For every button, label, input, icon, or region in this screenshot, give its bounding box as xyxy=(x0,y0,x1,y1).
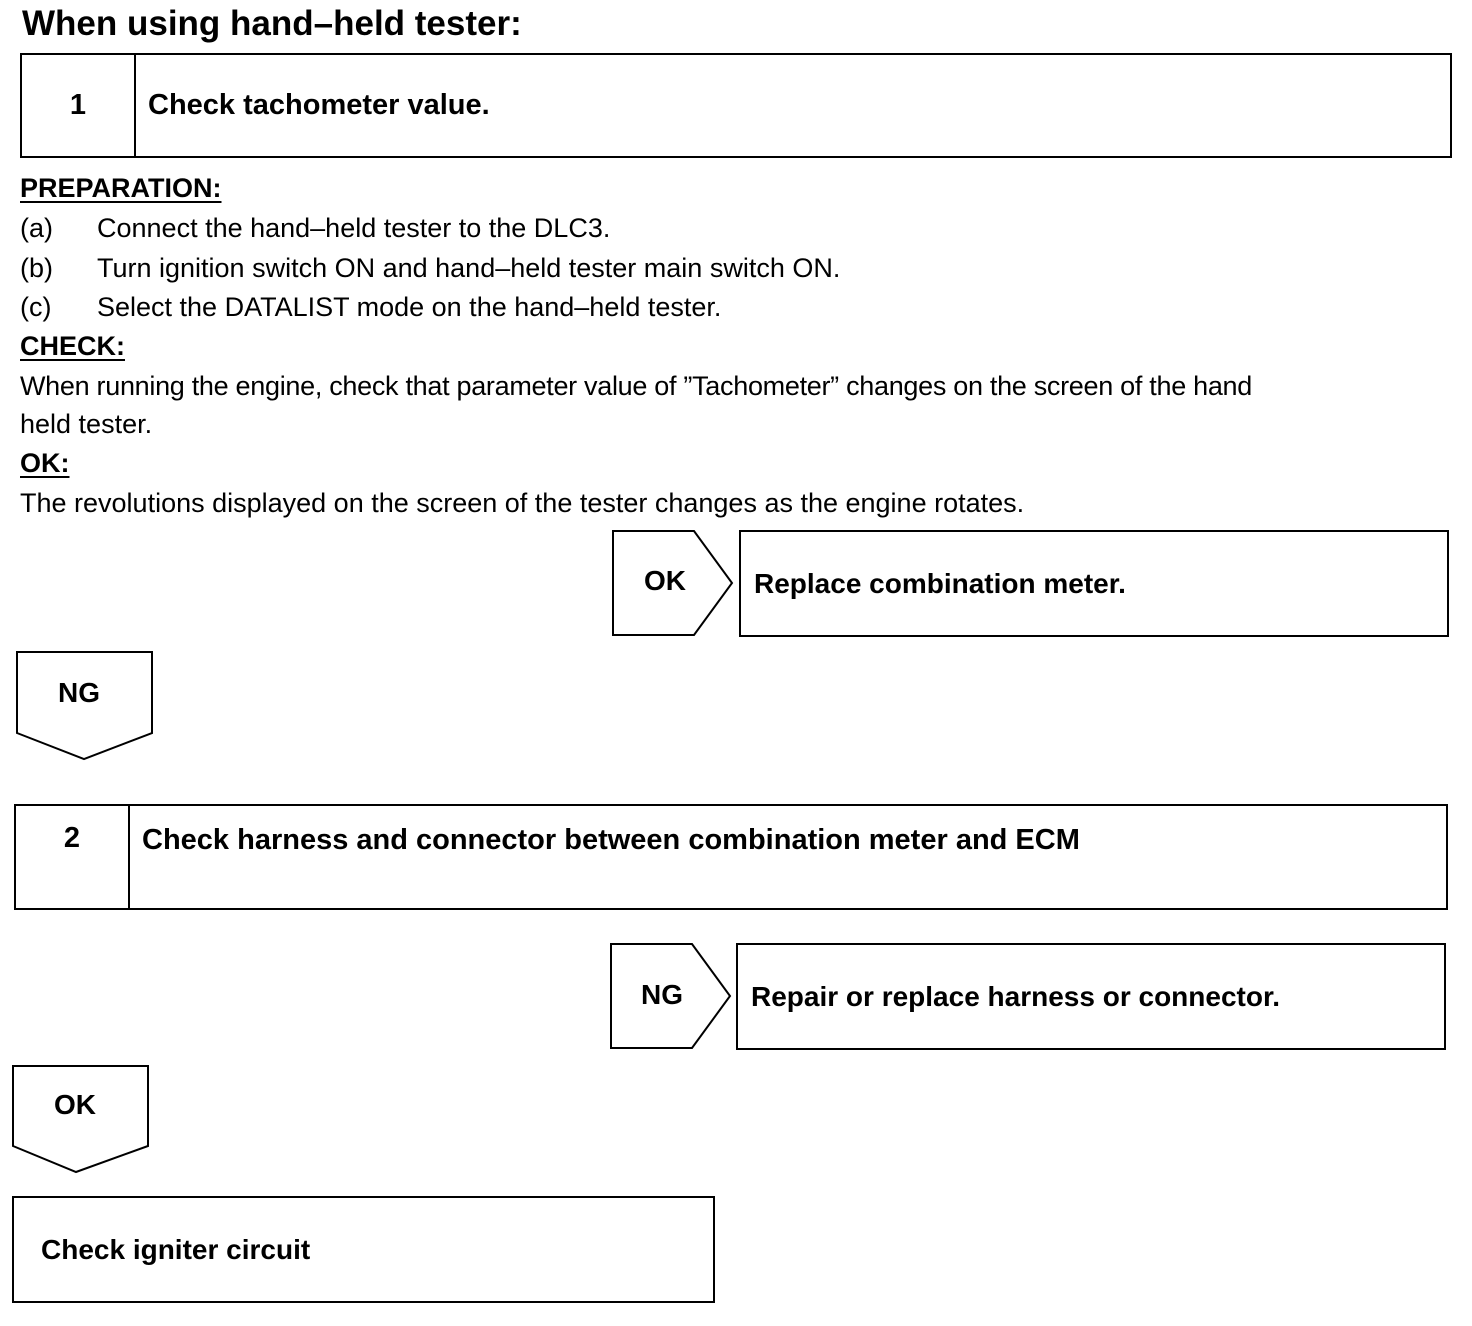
item-marker: (b) xyxy=(20,253,53,283)
result-1-action-box: Replace combination meter. xyxy=(739,530,1449,637)
check-text-line-2: held tester. xyxy=(20,409,153,439)
check-text-line-1: When running the engine, check that parameter value of ”Tachometer” changes on the screen of the hand xyxy=(20,371,1252,401)
ok-text: The revolutions displayed on the screen of the tester changes as the engine rotates. xyxy=(20,488,1025,518)
preparation-item-b xyxy=(20,251,840,285)
page-heading: When using hand–held tester: xyxy=(22,4,522,43)
preparation-label: PREPARATION: xyxy=(20,173,222,203)
step-2-box xyxy=(14,804,1448,910)
item-text: Turn ignition switch ON and hand–held tester main switch ON. xyxy=(97,253,841,283)
result-2-arrow-label: NG xyxy=(641,979,683,1010)
result-1-arrow-label: OK xyxy=(644,565,686,596)
step-2-title: Check harness and connector between combination meter and ECM xyxy=(142,824,1080,856)
branch-1-arrow-label: NG xyxy=(58,677,100,708)
final-action-box: Check igniter circuit xyxy=(12,1196,715,1303)
step-1-box xyxy=(20,53,1452,158)
ok-label: OK: xyxy=(20,448,70,478)
step-1-number: 1 xyxy=(22,55,136,156)
step-2-number: 2 xyxy=(16,806,130,908)
branch-2-arrow-label: OK xyxy=(54,1089,96,1120)
step-1-title: Check tachometer value. xyxy=(148,89,490,121)
preparation-item-c xyxy=(20,290,721,324)
check-label: CHECK: xyxy=(20,331,125,361)
item-text: Connect the hand–held tester to the DLC3. xyxy=(97,213,611,243)
result-2-action-box: Repair or replace harness or connector. xyxy=(736,943,1446,1050)
preparation-item-a xyxy=(20,211,610,245)
item-text: Select the DATALIST mode on the hand–held tester. xyxy=(97,292,722,322)
item-marker: (c) xyxy=(20,292,52,322)
item-marker: (a) xyxy=(20,213,53,243)
